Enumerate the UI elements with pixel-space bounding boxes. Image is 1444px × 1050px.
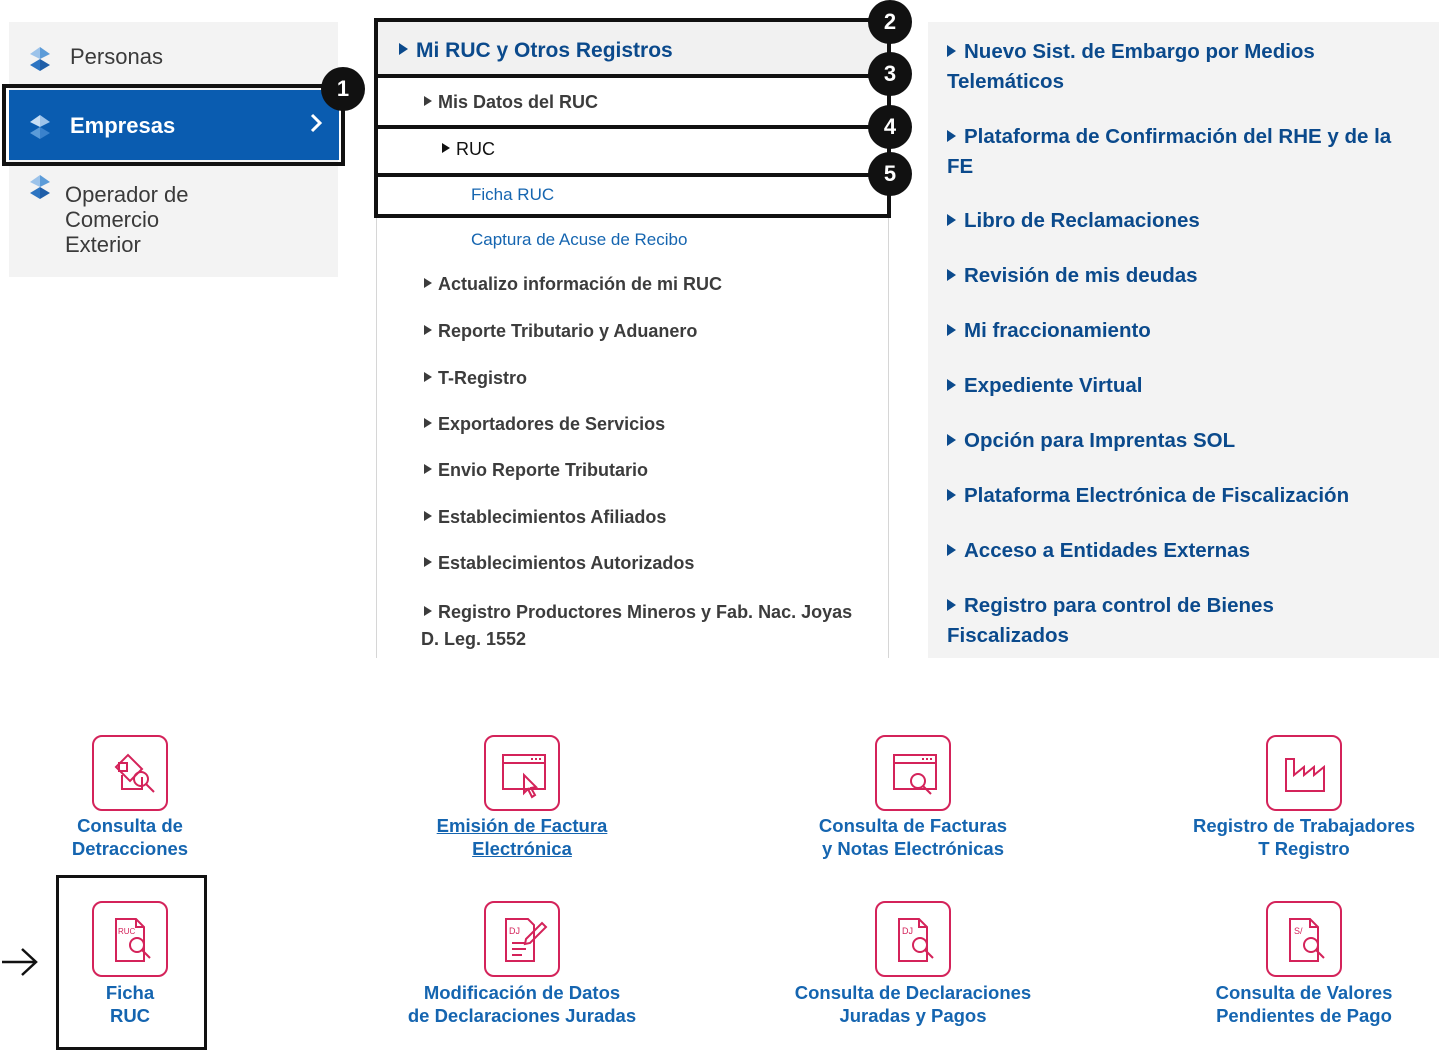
right-item-label: Registro para control de Bienes [964,594,1274,617]
menu-item-exportadores[interactable] [424,414,665,435]
triangle-right-icon [947,130,956,142]
tile-label-line: Consulta de Facturas [818,815,1008,836]
triangle-right-icon [947,214,956,226]
highlight-line [374,18,890,22]
nav-label-line: Exterior [65,232,141,257]
triangle-right-icon [424,372,432,382]
menu-item-mis-datos-ruc[interactable] [424,92,598,113]
tile-label-line: Electrónica [472,837,572,859]
nav-item-personas[interactable] [9,36,338,82]
right-item-fraccionamiento[interactable] [947,316,1427,346]
sunat-logo-icon [28,46,52,72]
nav-label-empresas: Empresas [70,113,176,138]
menu-item-establecimientos-afiliados[interactable] [424,507,666,528]
tile-label-line: Consulta de Declaraciones [794,982,1032,1003]
right-item-imprentas[interactable] [947,426,1427,456]
menu-item-label: Establecimientos Afiliados [438,507,667,527]
right-item-label: FE [947,155,974,178]
triangle-right-icon [947,324,956,336]
menu-item-establecimientos-autorizados[interactable] [424,553,694,574]
nav-item-operador-comercio-exterior[interactable] [9,172,338,267]
right-item-label: Nuevo Sist. de Embargo por Medios [964,40,1315,63]
right-item-expediente-virtual[interactable] [947,371,1427,401]
tile-label-line: T Registro [1258,837,1350,859]
right-item-libro-reclamaciones[interactable] [947,206,1427,236]
menu-header-label: Mi RUC y Otros Registros [416,39,673,62]
triangle-right-icon [424,464,432,474]
menu-item-label: RUC [456,139,495,159]
triangle-right-icon [947,544,956,556]
tile-label-line: Modificación de Datos [423,982,621,1003]
right-item-label: Plataforma de Confirmación del RHE y de la [964,125,1392,148]
right-item-label: Opción para Imprentas SOL [964,429,1236,452]
triangle-right-icon [424,606,432,616]
nav-label-operador [65,182,189,257]
tile-label-line: Consulta de [77,815,183,836]
svg-text:RUC: RUC [118,927,136,936]
valores-icon[interactable] [1266,901,1342,977]
highlight-box-ficha-ruc [56,875,207,1050]
menu-item-label: Actualizo información de mi RUC [438,274,723,294]
triangle-right-icon [424,557,432,567]
highlight-box-empresas [2,84,345,166]
step-badge-1: 1 [321,67,365,111]
highlight-line [374,173,890,177]
right-item-revision-deudas[interactable] [947,261,1427,291]
menu-item-t-registro[interactable] [424,368,527,389]
tile-label-line: Ficha [105,982,155,1003]
step-badge-4: 4 [868,105,912,149]
right-item-label: Mi fraccionamiento [964,319,1151,342]
triangle-right-icon [399,43,408,55]
nav-label-personas: Personas [70,44,163,69]
menu-item-ruc[interactable] [442,139,495,160]
tile-label-line: Detracciones [71,837,189,859]
tile-label-consulta-valores[interactable] [1154,982,1444,1027]
right-item-label: Expediente Virtual [964,374,1143,397]
svg-text:S/: S/ [1294,926,1303,936]
tile-label-registro-trabajadores[interactable] [1154,815,1444,860]
right-item-label: Revisión de mis deudas [964,264,1198,287]
menu-header-mi-ruc[interactable] [399,39,673,63]
triangle-right-icon [424,96,432,106]
highlight-line [374,18,378,218]
menu-item-registro-productores[interactable] [421,599,852,653]
right-item-entidades-externas[interactable] [947,536,1427,566]
tile-label-line: RUC [109,1004,151,1026]
menu-item-label: Registro Productores Mineros y Fab. Nac. Joyas [438,602,853,622]
right-item-bienes-fiscalizados[interactable] [947,591,1427,651]
link-captura-acuse[interactable]: Captura de Acuse de Recibo [471,230,688,249]
right-item-embargo[interactable] [947,37,1427,97]
tile-label-line: Registro de Trabajadores [1192,815,1416,836]
triangle-right-icon [947,434,956,446]
tile-label-line: Juradas y Pagos [839,1004,987,1026]
tile-label-modificacion-dj[interactable] [372,982,672,1027]
highlight-line [374,74,890,78]
right-item-label: Telemáticos [947,70,1064,93]
tile-label-line: Consulta de Valores [1215,982,1393,1003]
triangle-right-icon [424,418,432,428]
tile-label-line: Pendientes de Pago [1216,1004,1392,1026]
triangle-right-icon [424,511,432,521]
highlight-line [374,214,891,218]
menu-item-actualizo[interactable] [424,274,722,295]
factura-electronica-icon[interactable] [484,735,560,811]
arrow-right-icon [0,945,40,979]
tile-label-line: de Declaraciones Juradas [407,1004,637,1026]
detracciones-icon[interactable] [92,735,168,811]
consulta-facturas-icon[interactable] [875,735,951,811]
nav-label-line: Operador de [65,182,189,207]
factory-icon[interactable] [1266,735,1342,811]
right-item-plataforma-rhe[interactable] [947,122,1427,182]
sunat-logo-icon [28,174,52,200]
right-item-label: Acceso a Entidades Externas [964,539,1250,562]
tile-label-detracciones[interactable] [0,815,280,860]
dj-edit-icon[interactable] [484,901,560,977]
tile-label-line: y Notas Electrónicas [822,837,1004,859]
menu-item-envio-reporte[interactable] [424,460,648,481]
tile-label-line: Emisión de Factura [436,815,608,836]
menu-item-reporte-tributario[interactable] [424,321,697,342]
menu-item-label: Establecimientos Autorizados [438,553,695,573]
triangle-right-icon [947,379,956,391]
tile-label-consulta-facturas[interactable] [763,815,1063,860]
nav-label-line: Comercio [65,207,160,232]
right-item-label: Libro de Reclamaciones [964,209,1200,232]
triangle-right-icon [424,278,432,288]
menu-item-label: T-Registro [438,368,528,388]
menu-item-label: Reporte Tributario y Aduanero [438,321,698,341]
menu-item-label-line2: D. Leg. 1552 [421,629,527,649]
triangle-right-icon [947,489,956,501]
step-badge-5: 5 [868,152,912,196]
menu-item-label: Mis Datos del RUC [438,92,599,112]
svg-text:DJ: DJ [902,926,913,936]
right-item-fiscalizacion[interactable] [947,481,1427,511]
triangle-right-icon [442,143,450,153]
right-item-label: Plataforma Electrónica de Fiscalización [964,484,1350,507]
menu-item-label: Envio Reporte Tributario [438,460,649,480]
tile-label-factura-electronica[interactable] [372,815,672,860]
triangle-right-icon [424,325,432,335]
step-badge-2: 2 [868,0,912,44]
tile-label-consulta-dj[interactable] [763,982,1063,1027]
dj-search-icon[interactable] [875,901,951,977]
triangle-right-icon [947,599,956,611]
svg-text:DJ: DJ [509,926,520,936]
triangle-right-icon [947,45,956,57]
triangle-right-icon [947,269,956,281]
step-badge-3: 3 [868,52,912,96]
highlight-line [374,125,890,129]
menu-item-label: Exportadores de Servicios [438,414,666,434]
right-item-label: Fiscalizados [947,624,1069,647]
link-ficha-ruc[interactable]: Ficha RUC [471,185,555,204]
